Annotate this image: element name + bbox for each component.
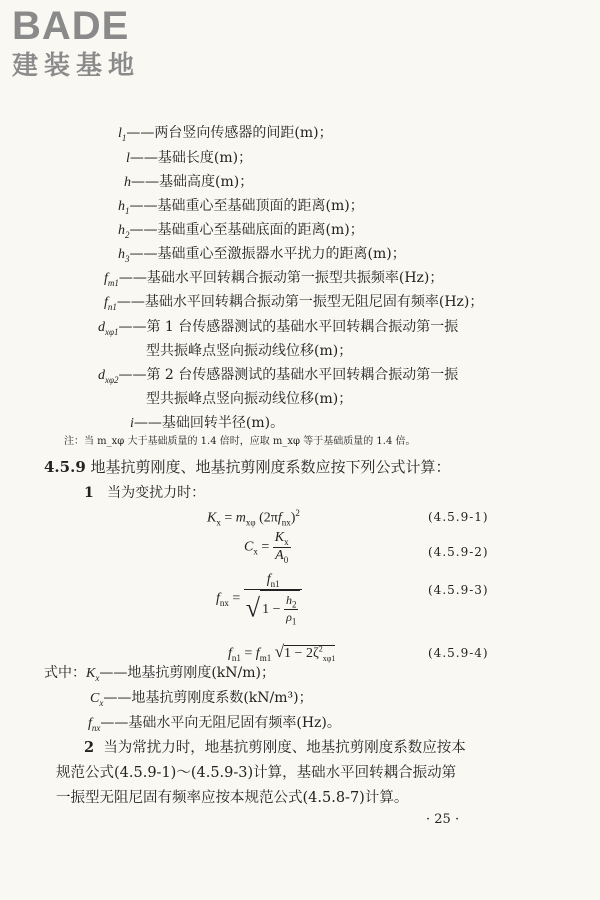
def-dxphi1-cont: 型共振峰点竖向振动线位移(m)； <box>146 343 353 359</box>
def-dxphi2-cont: 型共振峰点竖向振动线位移(m)； <box>146 391 353 407</box>
def-text: 基础重心至基础底面的距离(m)； <box>157 222 364 238</box>
def-dash: —— <box>126 125 155 141</box>
equation-3-label: (4.5.9-3) <box>428 583 489 597</box>
def-dash: —— <box>129 198 158 214</box>
def-h2 <box>118 221 364 244</box>
def-symbol: $l_1$ <box>118 126 127 143</box>
def-i <box>130 414 284 433</box>
def-fm1 <box>104 269 443 292</box>
def-text: 基础高度(m)； <box>159 174 254 190</box>
def-symbol: $f_{m1}$ <box>104 271 119 288</box>
def-l <box>126 149 252 168</box>
def-symbol: $d_{x\varphi 2}$ <box>98 368 119 385</box>
item1 <box>84 484 205 502</box>
def-symbol: $h_1$ <box>118 199 130 216</box>
equation-4: $f_{n1} = f_{m1}$ $√1 - 2\zeta^2_{x\varphi 1}$ <box>228 642 336 663</box>
item2-line2: 规范公式(4.5.9-1)～(4.5.9-3)计算，基础水平回转耦合振动第 <box>56 765 457 781</box>
section-number: 4.5.9 <box>44 458 86 476</box>
section-title: 地基抗剪刚度、地基抗剪刚度系数应按下列公式计算： <box>90 458 451 476</box>
def-dash: —— <box>129 222 158 238</box>
equation-1-label: (4.5.9-1) <box>428 510 489 524</box>
def-h1 <box>118 197 364 220</box>
def-text: 基础回转半径(m)。 <box>161 415 285 431</box>
def-text: 第 2 台传感器测试的基础水平回转耦合振动第一振 <box>146 367 459 383</box>
where-cx <box>90 689 313 712</box>
where-dash: —— <box>103 690 132 706</box>
equation-4-label: (4.5.9-4) <box>428 646 489 660</box>
page-number: · 25 · <box>426 812 460 827</box>
def-text: 基础重心至基础顶面的距离(m)； <box>157 198 364 214</box>
brand-logo <box>12 4 140 82</box>
def-symbol: i <box>130 416 134 431</box>
def-h <box>124 173 253 192</box>
note: 注：当 m_xφ 大于基础质量的 1.4 倍时，应取 m_xφ 等于基础质量的 1.4 倍。 <box>64 436 416 447</box>
where-dash: —— <box>99 665 128 681</box>
equation-1: $K_x = m_{x\varphi}$ $(2\pi f_{nx})^2$ <box>207 508 300 528</box>
def-text: 两台竖向传感器的间距(m)； <box>154 125 333 141</box>
def-dash: —— <box>118 270 147 286</box>
where-symbol: $K_x$ <box>86 666 100 683</box>
def-text: 第 1 台传感器测试的基础水平回转耦合振动第一振 <box>146 319 459 335</box>
def-h3 <box>118 245 406 268</box>
equation-2-label: (4.5.9-2) <box>428 545 489 559</box>
def-dxphi2 <box>98 366 458 389</box>
item2-line1 <box>84 739 466 757</box>
equation-3: $f_{nx}$ = $f_{n1}$ √ 1 − $\frac{h_2}{\rho_1}$ <box>216 572 302 627</box>
def-symbol: h <box>124 175 131 190</box>
item1-text: 当为变扰力时： <box>107 485 206 501</box>
def-text: 基础水平回转耦合振动第一振型共振频率(Hz)； <box>146 270 444 286</box>
def-symbol: $f_{n1}$ <box>104 295 117 312</box>
def-dxphi1 <box>98 318 458 341</box>
where-text: 地基抗剪刚度(kN/m)； <box>127 665 275 681</box>
where-intro: 式中： <box>44 665 86 681</box>
section-heading <box>44 458 451 476</box>
item2-line1-text: 当为常扰力时，地基抗剪刚度、地基抗剪刚度系数应按本 <box>103 740 466 756</box>
def-text: 基础水平回转耦合振动第一振型无阻尼固有频率(Hz)； <box>144 294 484 310</box>
def-dash: —— <box>131 174 159 190</box>
def-symbol: $h_3$ <box>118 247 130 264</box>
where-fnx <box>88 714 341 737</box>
def-text: 基础长度(m)； <box>157 150 253 166</box>
def-l1 <box>118 124 333 147</box>
def-dash: —— <box>129 150 158 166</box>
def-dash: —— <box>118 319 147 335</box>
item1-number: 1 <box>84 485 94 501</box>
def-symbol: l <box>126 151 130 166</box>
def-text: 基础重心至激振器水平扰力的距离(m)； <box>157 246 406 262</box>
where-symbol: $f_{nx}$ <box>88 716 101 733</box>
def-fn1 <box>104 293 483 316</box>
def-symbol: $h_2$ <box>118 223 130 240</box>
where-text: 基础水平向无阻尼固有频率(Hz)。 <box>128 715 341 731</box>
def-dash: —— <box>129 246 158 262</box>
item2-line3: 一振型无阻尼固有频率应按本规范公式(4.5.8-7)计算。 <box>56 790 409 806</box>
logo-main-text: BADE <box>12 4 130 48</box>
where-symbol: $C_x$ <box>90 691 104 708</box>
equation-2: $C_x$ = $\frac{K_x}{A_0}$ <box>244 530 289 565</box>
def-symbol: $d_{x\varphi 1}$ <box>98 320 119 337</box>
where-text: 地基抗剪刚度系数(kN/m³)； <box>131 690 313 706</box>
def-dash: —— <box>118 367 147 383</box>
def-dash: —— <box>133 415 162 431</box>
logo-sub-text: 建装基地 <box>12 51 141 81</box>
where-dash: —— <box>100 715 129 731</box>
item2-number: 2 <box>84 739 95 756</box>
def-dash: —— <box>116 294 145 310</box>
where-kx <box>44 664 275 687</box>
